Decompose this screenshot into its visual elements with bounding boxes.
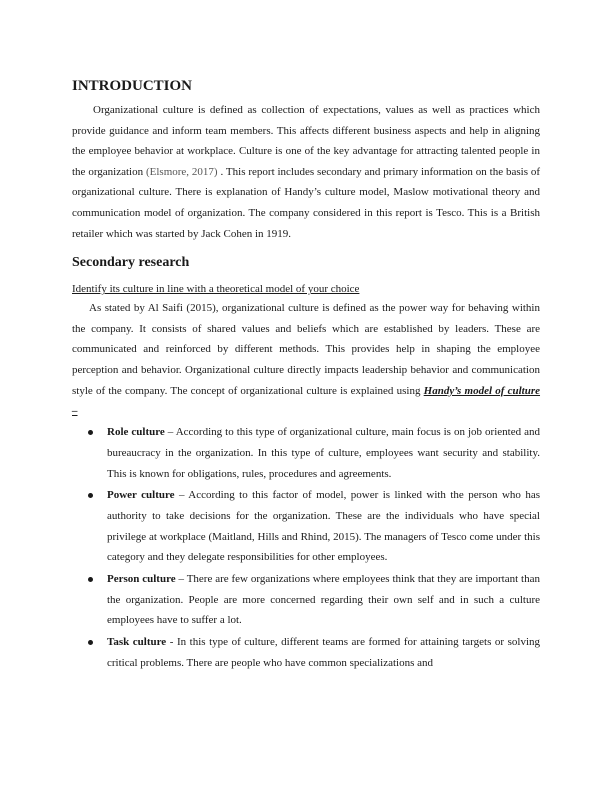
list-item-text [107, 485, 540, 567]
citation: (Elsmore, 2017) [145, 165, 218, 178]
list-item-text [107, 422, 540, 484]
introduction-heading: INTRODUCTION [72, 78, 193, 94]
list-item [72, 422, 540, 484]
bullet-description: – According to this type of organizational culture, main focus is on job oriented and bureaucracy in the organization. In this type of culture, employees want security and stability. This is known for obligations, rules, procedures and agreements. [107, 426, 540, 480]
bullet-icon [88, 577, 93, 582]
list-item-text [107, 569, 540, 631]
introduction-text-b: . This report includes secondary and primary information on the basis of organizational culture. There is explanation of Handy’s culture model, Maslow motivational theory and communication model of organization. The company considered in this report is Tesco. This is a British retailer which was started by Jack Cohen in 1919. [72, 165, 541, 240]
bullet-icon [88, 430, 93, 435]
culture-types-list [72, 422, 540, 673]
list-item [72, 632, 540, 673]
bullet-term: Power culture [107, 489, 175, 502]
secondary-paragraph [72, 298, 540, 422]
bullet-description: – According to this factor of model, power is linked with the person who has authority to take decisions for the organization. These are the individuals who have special privilege at workplace (Maitland, Hills and Rhind, 2015). The managers of Tesco come under this category and they delegate responsibilities for other employees. [107, 489, 540, 564]
introduction-paragraph [72, 100, 540, 244]
list-item [72, 569, 540, 631]
handy-model-label: Handy’s model of culture – [72, 384, 541, 418]
bullet-term: Task culture [107, 636, 167, 649]
document-page [72, 76, 540, 674]
bullet-description: – There are few organizations where employees think that they are important than the organization. People are more concerned regarding their own self and in such a culture employees have to suffer a lot. [107, 573, 540, 627]
bullet-term: Role culture [107, 426, 165, 439]
list-item-text [107, 632, 540, 673]
list-item [72, 485, 540, 567]
secondary-research-heading: Secondary research [72, 255, 190, 271]
bullet-description: - In this type of culture, different teams are formed for attaining targets or solving critical problems. There are people who have common specializations and [107, 636, 540, 670]
bullet-icon [88, 493, 93, 498]
introduction-text-a: Organizational culture is defined as collection of expectations, values as well as practices which provide guidance and inform team members. This affects different business aspects and help in aligning the employee behavior at workplace. Culture is one of the key advantage for attracting talented people in the organization [72, 104, 540, 178]
bullet-icon [88, 640, 93, 645]
bullet-term: Person culture [107, 573, 176, 586]
culture-subheading: Identify its culture in line with a theoretical model of your choice [72, 283, 360, 296]
secondary-text: As stated by Al Saifi (2015), organizational culture is defined as the power way for behaving within the company. It consists of shared values and beliefs which are established by leaders. These are communicated and reinforced by different methods. This provides help in shaping the employee perception and behavior. Organizational culture directly impacts leadership behavior and communication style of the company. The concept of organizational culture is explained using [72, 302, 540, 397]
